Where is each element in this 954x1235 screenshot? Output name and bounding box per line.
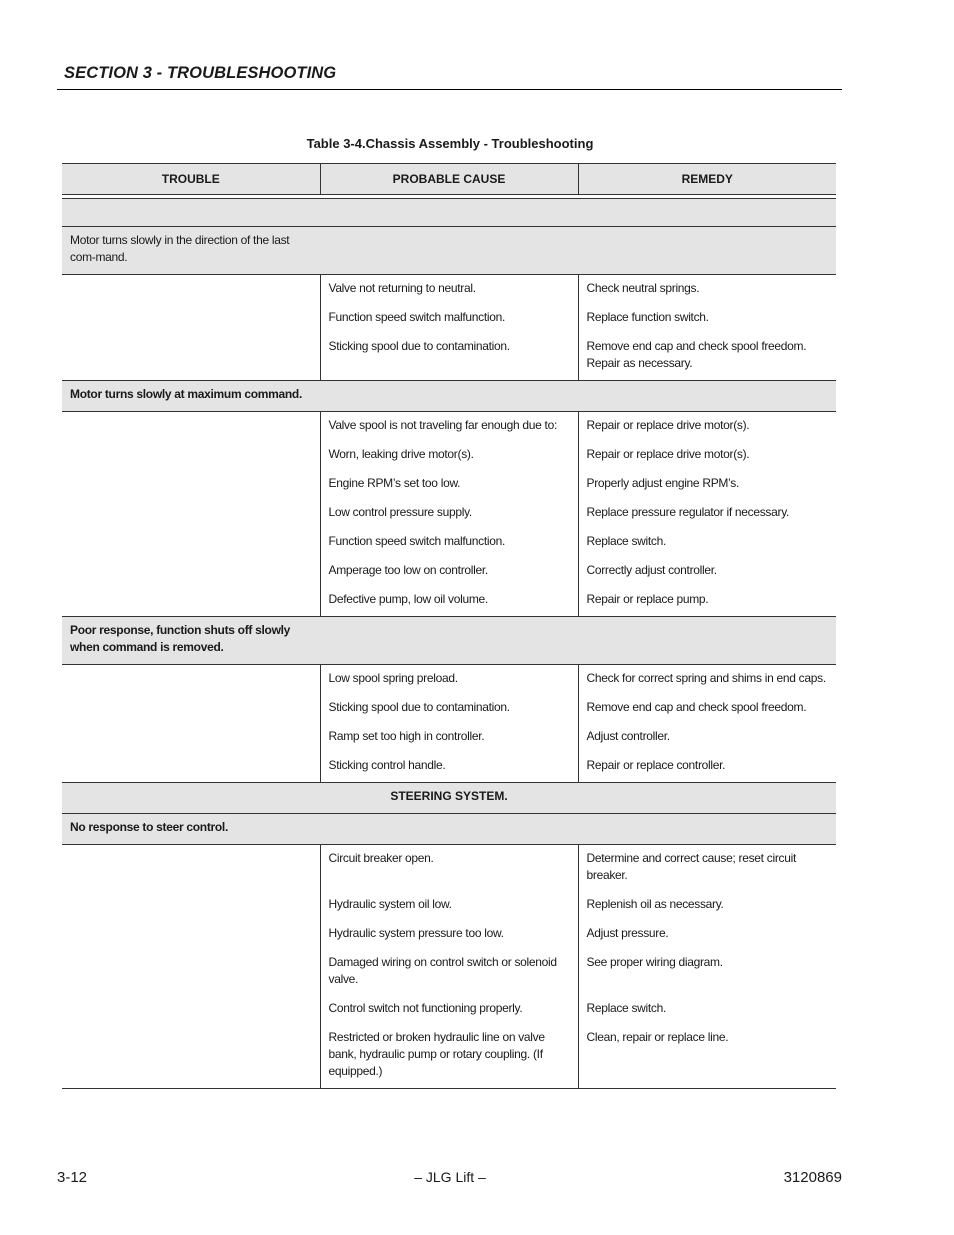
trouble-cell <box>62 412 320 440</box>
table-row <box>62 993 836 1022</box>
probable-cause-cell: Defective pump, low oil volume. <box>320 584 578 617</box>
remedy-cell: Repair or replace pump. <box>578 584 836 617</box>
trouble-text: No response to steer control. <box>70 820 228 834</box>
probable-cause-cell: Function speed switch malfunction. <box>320 302 578 331</box>
table-title: Table 3-4.Chassis Assembly - Troubleshooting <box>306 136 594 151</box>
column-header-trouble: TROUBLE <box>62 164 320 195</box>
probable-cause-cell: Ramp set too high in controller. <box>320 721 578 750</box>
trouble-cell <box>62 584 320 617</box>
blank-shaded-row <box>62 199 836 227</box>
remedy-cell: Check neutral springs. <box>586 281 700 295</box>
probable-cause-cell: Sticking control handle. <box>320 750 578 783</box>
trouble-cell <box>62 526 320 555</box>
table-row <box>62 665 836 693</box>
table-row <box>62 721 836 750</box>
probable-cause-cell: Hydraulic system pressure too low. <box>320 918 578 947</box>
column-header-probable-cause: PROBABLE CAUSE <box>320 164 578 195</box>
trouble-cell <box>62 555 320 584</box>
trouble-cell <box>62 497 320 526</box>
trouble-cell <box>62 889 320 918</box>
section-header: SECTION 3 - TROUBLESHOOTING <box>64 64 337 82</box>
table-row <box>62 584 836 617</box>
table-row <box>62 692 836 721</box>
remedy-cell: Clean, repair or replace line. <box>578 1022 836 1089</box>
table-row <box>62 1022 836 1089</box>
trouble-cell <box>62 692 320 721</box>
section-label: STEERING SYSTEM. <box>62 783 836 814</box>
probable-cause-cell: Hydraulic system oil low. <box>320 889 578 918</box>
trouble-cell <box>62 947 320 993</box>
probable-cause-cell: Function speed switch malfunction. <box>320 526 578 555</box>
probable-cause-cell: Control switch not functioning properly. <box>320 993 578 1022</box>
remedy-cell: Adjust pressure. <box>586 926 669 940</box>
probable-cause-cell: Valve spool is not traveling far enough due to: <box>320 412 578 440</box>
trouble-row <box>62 814 836 845</box>
table-row <box>62 947 836 993</box>
trouble-text: Motor turns slowly in the direction of the last com-mand. <box>70 233 290 264</box>
remedy-cell: Repair or replace drive motor(s). <box>586 418 750 432</box>
table-row <box>62 275 836 303</box>
trouble-cell <box>62 665 320 693</box>
trouble-cell <box>62 918 320 947</box>
remedy-cell: Remove end cap and check spool freedom. Repair as necessary. <box>578 331 836 381</box>
trouble-row <box>62 227 836 275</box>
section-row <box>62 783 836 814</box>
table-body <box>62 195 836 1089</box>
table-row <box>62 439 836 468</box>
table-row <box>62 468 836 497</box>
probable-cause-cell: Amperage too low on controller. <box>320 555 578 584</box>
probable-cause-cell: Worn, leaking drive motor(s). <box>320 439 578 468</box>
table-row <box>62 302 836 331</box>
trouble-cell <box>62 993 320 1022</box>
probable-cause-cell: Valve not returning to neutral. <box>320 275 578 303</box>
remedy-cell: Replenish oil as necessary. <box>586 897 724 911</box>
table-row <box>62 526 836 555</box>
trouble-text: Motor turns slowly at maximum command. <box>70 387 302 401</box>
remedy-cell: Remove end cap and check spool freedom. <box>586 700 807 714</box>
footer-publisher: – JLG Lift – <box>414 1169 486 1185</box>
trouble-cell <box>62 275 320 303</box>
trouble-cell <box>62 845 320 890</box>
table-row <box>62 918 836 947</box>
trouble-row <box>62 617 836 665</box>
table-row <box>62 331 836 381</box>
table-header-row <box>62 164 836 195</box>
troubleshooting-table <box>62 163 836 1089</box>
probable-cause-cell: Restricted or broken hydraulic line on valve bank, hydraulic pump or rotary coupling. (If equipped.) <box>320 1022 578 1089</box>
document-number: 3120869 <box>783 1169 842 1186</box>
table-row <box>62 889 836 918</box>
remedy-cell: Correctly adjust controller. <box>586 563 717 577</box>
trouble-cell <box>62 439 320 468</box>
table-row <box>62 555 836 584</box>
remedy-cell: Replace pressure regulator if necessary. <box>586 505 790 519</box>
trouble-row <box>62 381 836 412</box>
probable-cause-cell: Damaged wiring on control switch or solenoid valve. <box>320 947 578 993</box>
probable-cause-cell: Engine RPM’s set too low. <box>320 468 578 497</box>
remedy-cell: Check for correct spring and shims in end caps. <box>586 671 826 685</box>
remedy-cell: Replace switch. <box>586 534 667 548</box>
table-row <box>62 412 836 440</box>
trouble-cell <box>62 1022 320 1089</box>
table-row <box>62 845 836 890</box>
probable-cause-cell: Circuit breaker open. <box>320 845 578 890</box>
page-number: 3-12 <box>57 1169 88 1186</box>
remedy-cell: See proper wiring diagram. <box>586 955 723 969</box>
remedy-cell: Properly adjust engine RPM’s. <box>586 476 739 490</box>
probable-cause-cell: Low spool spring preload. <box>320 665 578 693</box>
table-row <box>62 750 836 783</box>
trouble-cell <box>62 302 320 331</box>
probable-cause-cell: Sticking spool due to contamination. <box>320 692 578 721</box>
remedy-cell: Replace switch. <box>586 1001 667 1015</box>
trouble-cell <box>62 721 320 750</box>
remedy-cell: Determine and correct cause; reset circuit breaker. <box>586 851 796 882</box>
table-row <box>62 497 836 526</box>
remedy-cell: Repair or replace drive motor(s). <box>586 447 750 461</box>
remedy-cell: Replace function switch. <box>586 310 709 324</box>
probable-cause-cell: Sticking spool due to contamination. <box>320 331 578 381</box>
remedy-cell: Adjust controller. <box>586 729 670 743</box>
header-rule <box>57 89 842 90</box>
trouble-cell <box>62 331 320 381</box>
column-header-remedy: REMEDY <box>578 164 836 195</box>
remedy-cell: Repair or replace controller. <box>578 750 836 783</box>
probable-cause-cell: Low control pressure supply. <box>320 497 578 526</box>
trouble-cell <box>62 468 320 497</box>
trouble-cell <box>62 750 320 783</box>
trouble-text: Poor response, function shuts off slowly when command is removed. <box>70 623 291 654</box>
